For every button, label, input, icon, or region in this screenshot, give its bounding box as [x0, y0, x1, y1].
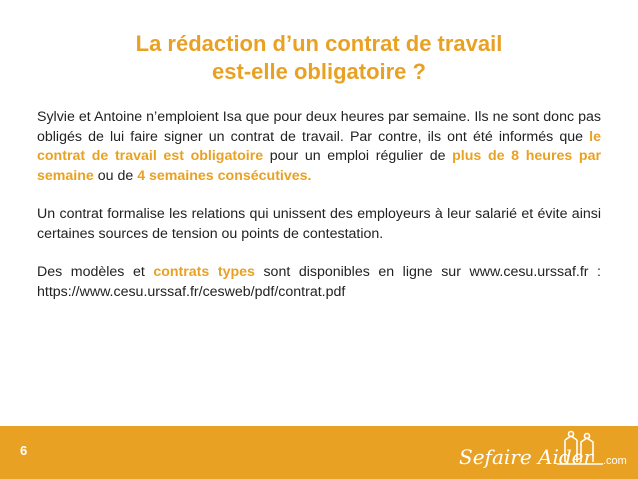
paragraph-text: Sylvie et Antoine n’emploient Isa que pour deux heures par semaine. Ils ne sont donc pas obligés de lui faire signer un contrat de travail. Par contre, ils ont été informés que	[37, 109, 601, 145]
paragraph-text: Des modèles et	[37, 264, 154, 280]
title-line-2: est-elle obligatoire ?	[212, 59, 426, 84]
highlight-4-weeks: 4 semaines consécutives.	[137, 167, 312, 184]
title-line-1: La rédaction d’un contrat de travail	[135, 31, 503, 56]
logo-suffix: .com	[603, 455, 627, 467]
logo-wordmark: Sefaire Aider	[459, 445, 594, 469]
paragraph-text: sont disponibles en ligne sur www.cesu.urssaf.fr : https://www.cesu.urssaf.fr/cesweb/pdf/contrat.pdf	[37, 264, 601, 300]
paragraph-text: Un contrat formalise les relations qui unissent des employeurs à leur salarié et évite ainsi certaines sources de tension ou points de contestation.	[37, 206, 601, 242]
highlight-contract-templates: contrats types	[153, 264, 255, 280]
highlight-8-hours: plus de 8 heures par semaine	[37, 148, 601, 184]
content-body	[37, 108, 601, 321]
paragraph-text: pour un emploi régulier de	[263, 148, 453, 164]
paragraph-employment	[37, 108, 601, 186]
paragraph-contract-purpose	[37, 205, 601, 244]
page-number: 6	[20, 443, 28, 458]
page-title	[0, 30, 638, 86]
footer-bar	[0, 426, 638, 479]
highlight-contract-mandatory: le contrat de travail est obligatoire	[37, 128, 601, 164]
paragraph-text: ou de	[93, 167, 138, 184]
paragraph-templates	[37, 263, 601, 302]
sefaireaider-logo	[453, 428, 628, 476]
